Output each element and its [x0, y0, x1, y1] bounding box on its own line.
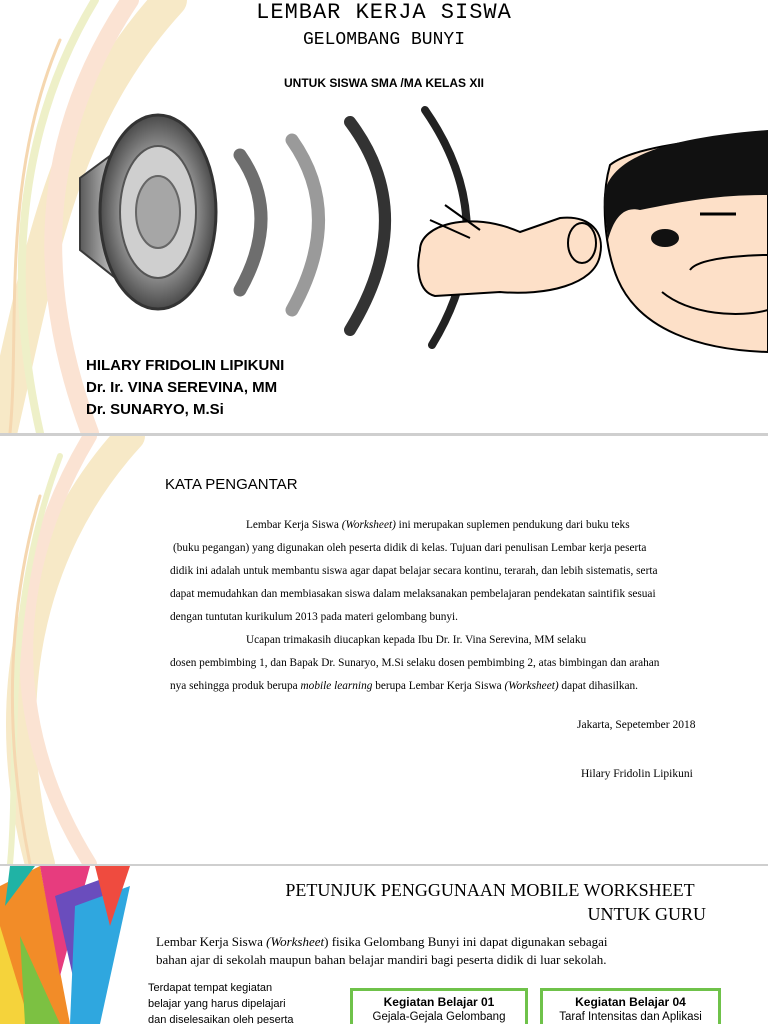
- preface-body: [170, 514, 740, 698]
- preface-line: dengan tuntutan kurikulum 2013 pada materi gelombang bunyi.: [170, 611, 459, 623]
- cover-page: [0, 0, 768, 433]
- cover-authors: [86, 355, 284, 421]
- preface-line: Ucapan trimakasih diucapkan kepada Ibu Dr. Ir. Vina Serevina, MM selaku: [246, 634, 587, 646]
- preface-signature: Hilary Fridolin Lipikuni: [581, 768, 693, 780]
- guide-side-text: Terdapat tempat kegiatan belajar yang harus dipelajari dan diselesaikan oleh peserta: [148, 982, 294, 1024]
- preface-line: dosen pembimbing 1, dan Bapak Dr. Sunaryo, M.Si selaku dosen pembimbing 2, atas bimbingan dan arahan: [170, 657, 660, 669]
- learning-activity-01-card[interactable]: Kegiatan Belajar 01 Gejala-Gejala Gelombang: [350, 988, 528, 1024]
- author-name: Dr. SUNARYO, M.Si: [86, 401, 224, 418]
- cover-target-audience: UNTUK SISWA SMA /MA KELAS XII: [283, 76, 484, 90]
- cover-title: LEMBAR KERJA SISWA: [256, 0, 512, 25]
- guide-intro: Lembar Kerja Siswa (Worksheet) fisika Gelombang Bunyi ini dapat digunakan sebagai bahan ajar di sekolah maupun bahan belajar mandiri bagi peserta didik di luar sekolah.: [156, 934, 608, 967]
- preface-heading: KATA PENGANTAR: [165, 476, 298, 493]
- author-name: Dr. Ir. VINA SEREVINA, MM: [86, 379, 278, 396]
- cover-subtitle: GELOMBANG BUNYI: [302, 30, 466, 50]
- guide-title: PETUNJUK PENGGUNAAN MOBILE WORKSHEET UNTUK GURU: [285, 880, 706, 924]
- page-separator: [0, 433, 768, 436]
- preface-line: (buku pegangan) yang digunakan oleh peserta didik di kelas. Tujuan dari penulisan Lembar kerja peserta: [173, 542, 647, 554]
- preface-line: dapat memudahkan dan membiasakan siswa dalam melaksanakan pembelajaran pendekatan saintifik sesuai: [170, 588, 656, 600]
- guide-page: [0, 866, 768, 1024]
- page-separator: [0, 864, 768, 866]
- learning-activity-04-card[interactable]: Kegiatan Belajar 04 Taraf Intensitas dan Aplikasi: [540, 988, 721, 1024]
- preface-line: nya sehingga produk berupa mobile learning berupa Lembar Kerja Siswa (Worksheet) dapat dihasilkan.: [170, 680, 638, 692]
- preface-line: didik ini adalah untuk membantu siswa agar dapat belajar secara kontinu, terarah, dan lebih sistematis, serta: [170, 565, 658, 577]
- preface-page: [0, 436, 768, 864]
- sound-wave-icon: [240, 110, 467, 345]
- author-name: HILARY FRIDOLIN LIPIKUNI: [86, 357, 285, 374]
- colorful-shards-icon: [0, 866, 130, 1024]
- preface-place-date: Jakarta, Sepetember 2018: [577, 719, 696, 731]
- preface-line: Lembar Kerja Siswa (Worksheet) ini merupakan suplemen pendukung dari buku teks: [246, 519, 630, 531]
- speaker-icon: [80, 115, 216, 309]
